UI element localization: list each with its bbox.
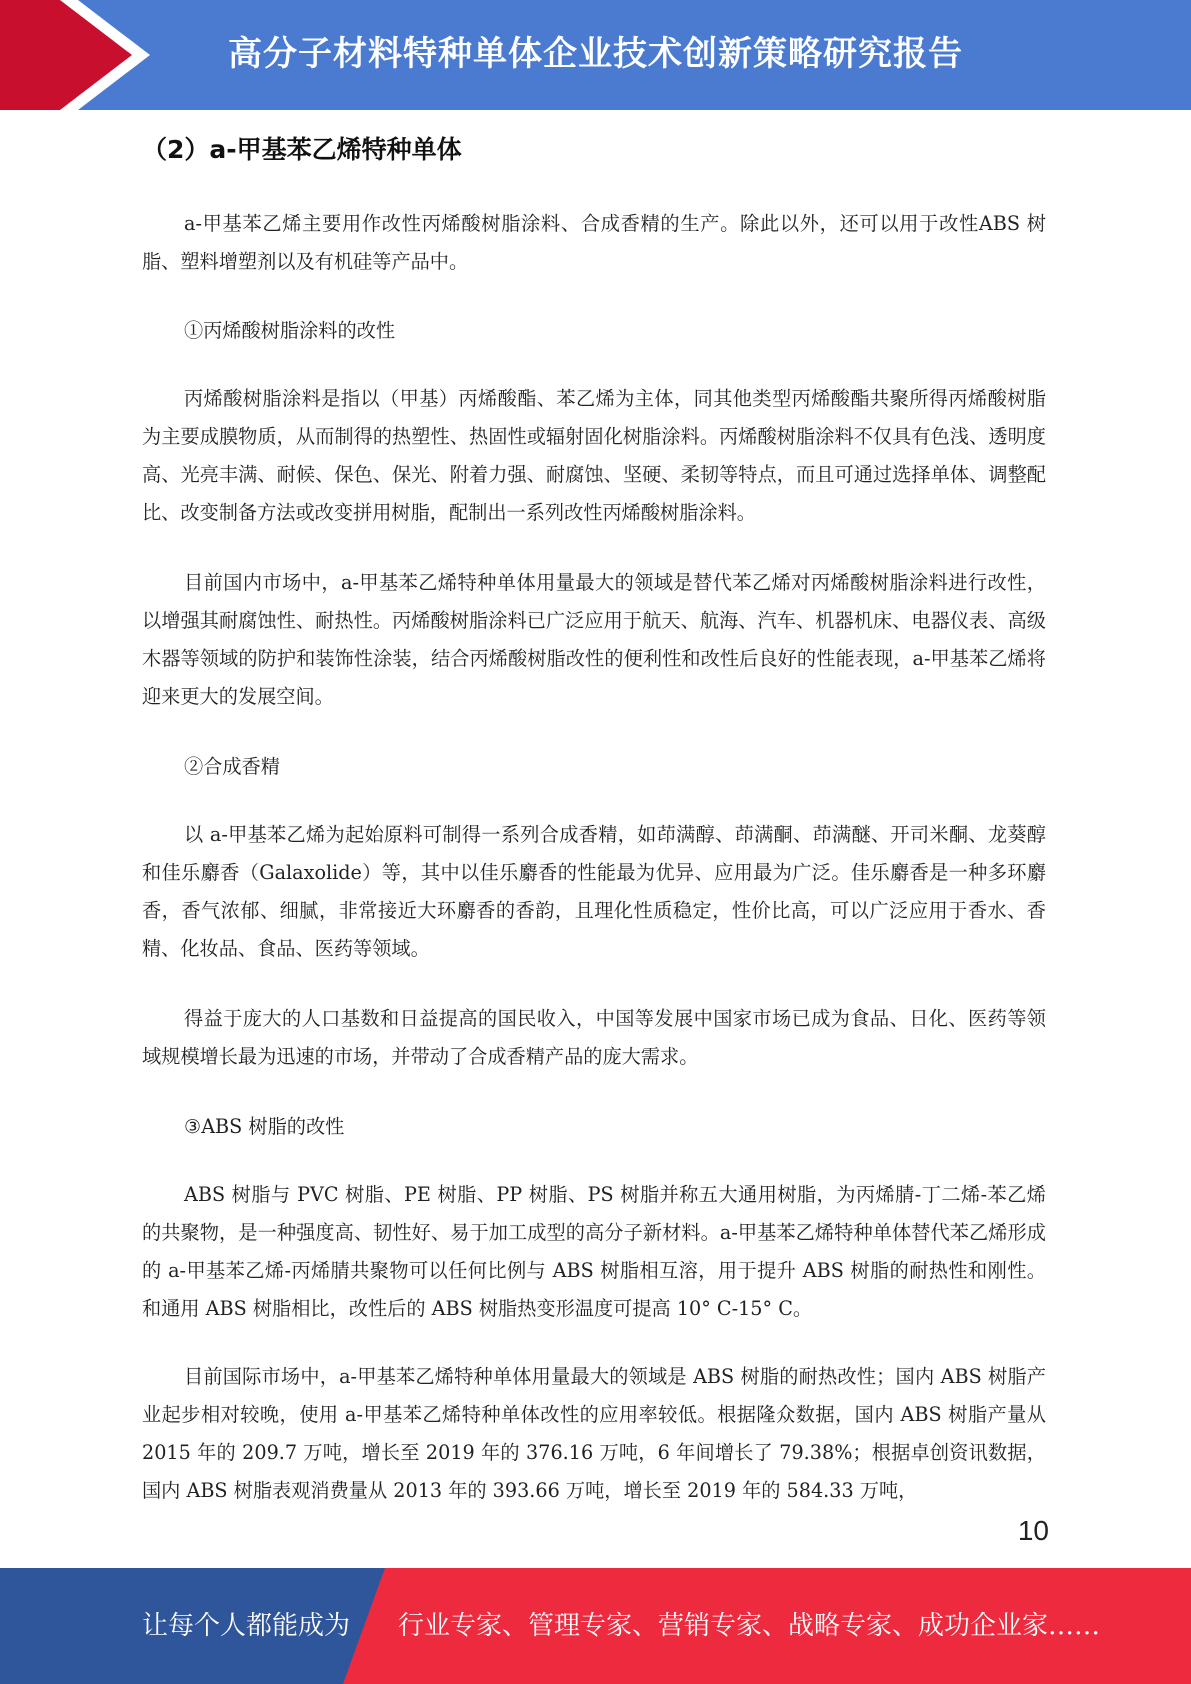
- footer-band: [0, 1568, 1191, 1684]
- paragraph-intro: a-甲基苯乙烯主要用作改性丙烯酸树脂涂料、合成香精的生产。除此以外，还可以用于改性ABS 树脂、塑料增塑剂以及有机硅等产品中。: [142, 212, 1046, 273]
- section-heading: （2）a-甲基苯乙烯特种单体: [142, 135, 462, 164]
- header-arrow-graphic: [0, 0, 160, 110]
- paragraph-acrylic-market: 目前国内市场中，a-甲基苯乙烯特种单体用量最大的领域是替代苯乙烯对丙烯酸树脂涂料进行改性，以增强其耐腐蚀性、耐热性。丙烯酸树脂涂料已广泛应用于航天、航海、汽车、机器机床、电器仪表、高级木器等领域的防护和装饰性涂装，结合丙烯酸树脂改性的便利性和改性后良好的性能表现，a-甲基苯乙烯将迎来更大的发展空间。: [142, 571, 1046, 708]
- paragraph-abs-resin: ABS 树脂与 PVC 树脂、PE 树脂、PP 树脂、PS 树脂并称五大通用树脂，为丙烯腈-丁二烯-苯乙烯的共聚物，是一种强度高、韧性好、易于加工成型的高分子新材料。a-甲基苯乙烯特种单体替代苯乙烯形成的 a-甲基苯乙烯-丙烯腈共聚物可以任何比例与 ABS 树脂相互溶，用于提升 ABS 树脂的耐热性和刚性。和通用 ABS 树脂相比，改性后的 ABS 树脂热变形温度可提高 10° C-15° C。: [142, 1183, 1046, 1320]
- footer-slogan-left: 让每个人都能成为: [142, 1611, 351, 1641]
- subheading-acrylic: ①丙烯酸树脂涂料的改性: [184, 319, 396, 342]
- paragraph-fragrance: 以 a-甲基苯乙烯为起始原料可制得一系列合成香精，如茚满醇、茚满酮、茚满醚、开司米酮、龙葵醇和佳乐麝香（Galaxolide）等，其中以佳乐麝香的性能最为优异、应用最为广泛。佳乐麝香是一种多环麝香，香气浓郁、细腻，非常接近大环麝香的香韵，且理化性质稳定，性价比高，可以广泛应用于香水、香精、化妆品、食品、医药等领域。: [142, 823, 1046, 960]
- header-arrow-red: [0, 0, 145, 110]
- paragraph-abs-market: 目前国际市场中，a-甲基苯乙烯特种单体用量最大的领域是 ABS 树脂的耐热改性；国内 ABS 树脂产业起步相对较晚，使用 a-甲基苯乙烯特种单体改性的应用率较低。根据隆众数据，国内 ABS 树脂产量从 2015 年的 209.7 万吨，增长至 2019 年的 376.16 万吨，6 年间增长了 79.38%；根据卓创资讯数据，国内 ABS 树脂表观消费量从 2013 年的 393.66 万吨，增长至 2019 年的 584.33 万吨，: [142, 1365, 1046, 1502]
- header-band: [0, 0, 1191, 110]
- report-title: 高分子材料特种单体企业技术创新策略研究报告: [228, 34, 963, 74]
- paragraph-acrylic-definition: 丙烯酸树脂涂料是指以（甲基）丙烯酸酯、苯乙烯为主体，同其他类型丙烯酸酯共聚所得丙烯酸树脂为主要成膜物质，从而制得的热塑性、热固性或辐射固化树脂涂料。丙烯酸树脂涂料不仅具有色浅、透明度高、光亮丰满、耐候、保色、保光、附着力强、耐腐蚀、坚硬、柔韧等特点，而且可通过选择单体、调整配比、改变制备方法或改变拼用树脂，配制出一系列改性丙烯酸树脂涂料。: [142, 387, 1046, 524]
- paragraph-fragrance-demand: 得益于庞大的人口基数和日益提高的国民收入，中国等发展中国家市场已成为食品、日化、医药等领域规模增长最为迅速的市场，并带动了合成香精产品的庞大需求。: [142, 1007, 1046, 1068]
- subheading-abs: ③ABS 树脂的改性: [184, 1115, 345, 1138]
- page-number: 10: [1017, 1515, 1049, 1546]
- subheading-fragrance: ②合成香精: [184, 755, 280, 778]
- footer-slogan-right: 行业专家、管理专家、营销专家、战略专家、成功企业家……: [398, 1611, 1101, 1641]
